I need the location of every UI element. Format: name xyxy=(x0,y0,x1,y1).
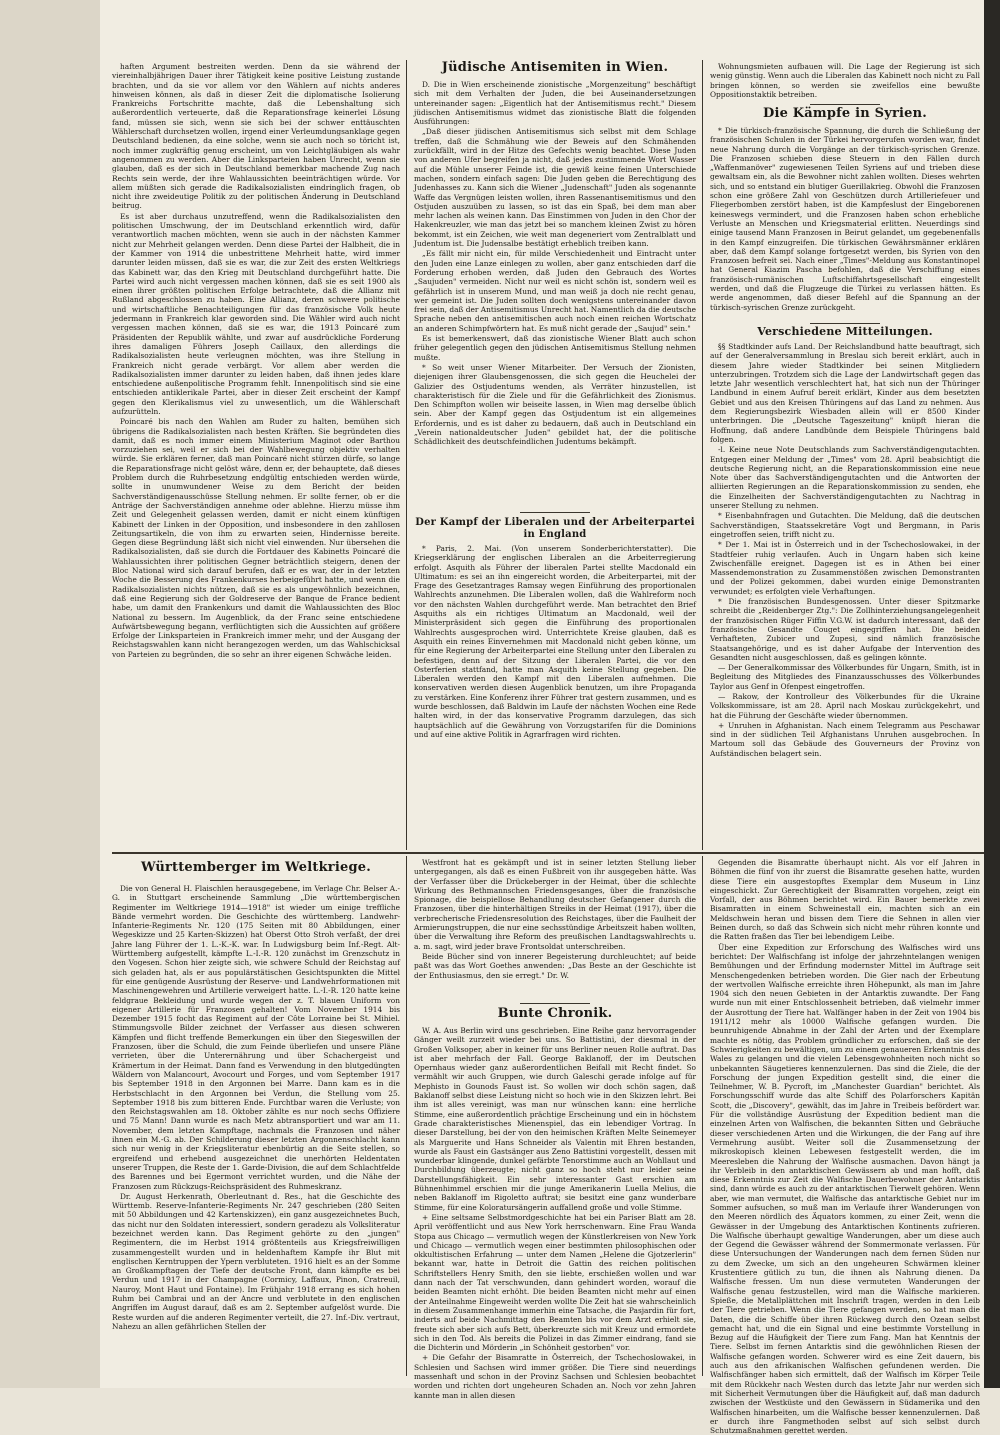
paragraph: * Der 1. Mai ist in Österreich und in der Tschechoslowakei, in der Stadtfeier ruhig verlaufen. Auch in Ungarn haben sich keine Zwischenfälle ereignet. Dagegen ist es in Athen bei einer Massendemonstration zu Zusammenstößen zwischen Demonstranten und der Polizei gekommen, dabei wurden einige Demonstranten verwundet; es erfolgten viele Verhaftungen. xyxy=(710,540,980,596)
paragraph: — Rakow, der Kontrolleur des Völkerbundes für die Ukraine Volkskommissare, ist am 28. April nach Moskau zurückgekehrt, und hat die Führung der Geschäfte wieder übernommen. xyxy=(710,691,980,720)
paragraph: §§ Stadtkinder aufs Land. Der Reichslandbund hatte beauftragt, sich auf der Generalversammlung in Breslau sich bereit erklärt, auch in diesem Jahre wieder Stadtkinder bei seinen Mitgliedern unterzubringen. Trotzdem sich die Lage der Landwirtschaft gegen das letzte Jahr wesentlich verschlechtert hat, hat sich nun der Thüringer Landbund in einem Aufruf bereit erklärt, Kinder aus dem besetzten Gebiet und aus den Kreisen Thüringens auf das Land zu nehmen. Aus dem Regierungsbezirk Wiesbaden allein will er 8500 Kinder unterbringen. Die „Deutsche Tageszeitung" knüpft hieran die Hoffnung, daß andere Landbünde dem Beispiele Thüringens bald folgen. xyxy=(710,342,980,444)
paragraph: Beide Bücher sind von innerer Begeisterung durchleuchtet; auf beide paßt was das Wort Goethes anwenden: „Das Beste an der Geschichte ist der Enthusiasmus, den sie erregt." Dr. W. xyxy=(414,951,696,980)
article-column xyxy=(414,544,696,848)
scan-margin-right xyxy=(984,0,1000,1388)
paragraph: Es ist aber durchaus unzutreffend, wenn die Radikalsozialisten den politischen Umschwung, der im Deutschland erkenntlich wird, dafür verantwortlich machen möchten, wenn sie auch in der nächsten Kammer nicht zur Mehrheit gelangen werden. Denn diese Partei der Halbheit, die in der Kammer von 1914 die unbestrittene Mehrheit hatte, wird immer darunter leiden müssen, daß sie es war, die zur Zeit des ersten Weltkriegs das Kabinett war, das den Krieg mit Deutschland durchgeführt hatte. Die Partei wird auch nicht vergessen machen können, daß sie es seit 1900 als einen ihrer größten politischen Erfolge betrachtete, daß die Allianz mit Rußland abgeschlossen zu haben. Eine Allianz, deren schwere politische und wirtschaftliche Benachteiligungen für das französische Volk heute jedermann in Frankreich klar geworden sind. Die Wähler wird auch nicht vergessen machen können, daß sie es war, die 1913 Poincaré zum Präsidenten der Republik wählte, und zwar auf ausdrückliche Forderung ihres damaligen Führers Joseph Caillaux, den allerdings die Radikalsozialisten heute verleugnen möchten, was ihre Stellung in Frankreich nicht gerade verbärgt. Vor allem aber werden die Radikalsozialisten immer darunter zu leiden haben, daß ihnen jedes klare entschiedene außenpolitische Programm fehlt. Innenpolitisch sind sie eine entschieden antiklerikale Partei, aber in dieser Zeit erscheint der Kampf gegen den Klerikalismus viel zu unwesentlich, um die Wählerschaft aufzurütteln. xyxy=(112,211,400,416)
separator-line xyxy=(520,1003,590,1004)
scan-margin-left xyxy=(0,0,100,1388)
paragraph: + Unruhen in Afghanistan. Nach einem Telegramm aus Peschawar sind in der südlichen Teil Afghanistans Unruhen ausgebrochen. In Martoum soll das Gebäude des Gouverneurs der Provinz von Aufständischen belagert sein. xyxy=(710,720,980,758)
paragraph: Dr. August Herkenrath, Oberleutnant d. Res., hat die Geschichte des Württemb. Reserve-Infanterie-Regiments Nr. 247 geschrieben (280 Seiten mit 50 Abbildungen und 42 Kartenskizzen), ein ganz ausgezeichnetes Buch, das nicht nur den Soldaten interessiert, sondern geradezu als Volksliteratur bezeichnet werden kann. Das Regiment gehörte zu den „jungen" Regimentern, die im Herbst 1914 größtenteils aus Kriegsfreiwilligen zusammengestellt wurden und in heldenhaftem Kampfe ihr Blut mit englischen Kerntruppen der Ypern verbluteten. 1916 hielt es an der Somme an Großkampftagen der Tiefe der deutsche Front, dann kämpfte es bei Verdun und 1917 in der Champagne (Cormicy, Laffaux, Pinon, Cratreuil, Nauroy, Mont Haut und Fontaine). Im Frühjahr 1918 errang es sich hohen Ruhm bei Cambrai und an der Ancre und verblutete in den englischen Angriffen im August darauf, daß es am 2. September aufgelöst wurde. Die Reste wurden auf die anderen Regimenter verteilt, die 27. Inf.-Div. vertraut, Nahezu an allen gefährlichen Stellen der xyxy=(112,1191,400,1331)
column-rule xyxy=(702,60,703,850)
paragraph: Wohnungsmieten aufbauen will. Die Lage der Regierung ist sich wenig günstig. Wenn auch die Liberalen das Kabinett noch nicht zu Fall bringen können, so werden sie zweifellos eine bewußte Oppositionstaktik betreiben. xyxy=(710,62,980,99)
article-heading: Jüdische Antisemiten in Wien. xyxy=(441,60,669,75)
separator-line xyxy=(810,104,880,105)
separator-line xyxy=(520,512,590,513)
paragraph: -l. Keine neue Note Deutschlands zum Sachverständigengutachten. Entgegen einer Meldung der „Times" vom 28. April beabsichtigt die deutsche Regierung nicht, an die Reparationskommission eine neue Note über das Sachverständigengutachten und die Antworten der alliierten Regierungen an die Reparationskommission zu senden, ehe die Einzelheiten der Sachverständigengutachten zu Nachtrag in unserer Stellung zu nehmen. xyxy=(710,445,980,511)
column-rule xyxy=(702,856,703,1376)
article-column xyxy=(414,80,696,510)
article-heading: Württemberger im Weltkriege. xyxy=(141,860,371,875)
article-heading: Verschiedene Mitteilungen. xyxy=(757,325,933,338)
article-heading: Die Kämpfe in Syrien. xyxy=(762,106,928,121)
paragraph: D. Die in Wien erscheinende zionistische „Morgenzeitung" beschäftigt sich mit dem Verhalten der Juden, die bei Auseinandersetzungen untereinander sagen: „Eigentlich hat der Antisemitismus recht." Diesem jüdischen Antisemitismus widmet das zionistische Blatt die folgenden Ausführungen: xyxy=(414,80,696,127)
article-column xyxy=(710,858,980,1435)
article-column xyxy=(710,126,980,321)
paragraph: Poincaré bis nach den Wahlen am Ruder zu halten, bemühen sich übrigens die Radikalsozialisten nach besten Kräften. Sie begründeten dies damit, daß es noch immer einem Ministerium Maginot oder Barthou vorzuziehen sei, weil er sich bei der Wahlbewegung objektiv verhalten würde. Sie erklären ferner, daß man Poincaré nicht stürzen dürfe, so lange die Reparationsfrage nicht gelöst wäre, denn er, der behauptete, daß dieses Problem durch die Ruhrbesetzung endgültig entschieden werden würde, sollte in unumwundener Weise zu dem Bericht der beiden Sachverständigenausschüsse Stellung nehmen. Er sollte ferner, ob er die Anträge der Sachverständigen annehme oder ablehne. Hierzu müsse ihm Zeit und Gelegenheit gelassen werden, damit er nicht einem künftigen Kabinett der Linken in der Opposition, und insbesondere in den zahllosen Zeitungsartikeln, die von ihm zu erwarten seien, Hindernisse bereite. Gegen diese Begründung läßt sich nicht viel einwenden. Nur übersehen die Radikalsozialisten, daß sie durch die Fortdauer des Kabinetts Poincaré die Wahlaussichten ihrer politischen Gegner beträchtlich steigern, denen der Bloc National wird sich darauf berufen, daß er es war, der in der letzten Woche die Besserung des Frankenkurses herbeigeführt hatte, und wenn die Radikalsozialisten nichts nützen, daß sie es als ungewöhnlich bezeichnen, daß eine Regierung sich der Goldreserve der Banque de France bedient habe, um damit den Frankenkurs und damit die Wahlaussichten des Bloc National zu bessern. Im Augenblick, da der Franc seine entschiedene Aufwärtsbewegung begann, verflüchtigten sich die Aussichten auf größere Erfolge der Linksparteien in Frankreich immer mehr, und der Ausgang der Reichstagswahlen kann nicht herangezogen werden, um das Wahlschicksal von Parteien zu begründen, die so sehr an ihrer eigenen Schwäche leiden. xyxy=(112,417,400,659)
article-heading: Der Kampf der Liberalen und der Arbeiterpartei in England xyxy=(415,517,695,540)
column-rule xyxy=(406,856,407,1376)
paragraph: Westfront hat es gekämpft und ist in seiner letzten Stellung lieber untergegangen, als daß es einen Fußbreit von ihr ausgegeben hätte. Was der Verfasser über die Drückeberger in der Heimat, über die schlechte Wirkung des Bethmannschen Friedensgesanges, über die französische Spionage, die beispiellose Behandlung deutscher Gefangener durch die Franzosen, über die hinterhältigen Streiks in der Heimat (1917), über die verbrecherische Friedensresolution des Reichstages, über die Faulheit der Armierungstruppen, die nur eine sechsstündige Arbeitszeit haben wollten, über die Verwaltung ihre Reform des preußischen Landtagswahlrechts u. a. m. sagt, wird jeder brave Frontsoldat unterschreiben. xyxy=(414,858,696,951)
article-column xyxy=(414,858,696,1000)
article-column xyxy=(710,342,980,848)
article-column xyxy=(414,1026,696,1400)
paragraph: * Eisenbahnfragen und Gutachten. Die Meldung, daß die deutschen Sachverständigen, Staatssekretäre Vogt und Bergmann, in Paris eingetroffen seien, trifft nicht zu. xyxy=(710,511,980,539)
section-divider xyxy=(112,852,984,854)
paragraph: Über eine Expedition zur Erforschung des Walfisches wird uns berichtet: Der Walfischfang ist infolge der jahrzehntelangen wenigen Bemühungen und der Erfindung modernster Mittel im Auftrage seit Menschengedenken betrieben worden. Die Gier nach der Erbeutung der wertvollen Walfische erreichte ihren Höhepunkt, als man im Jahre 1904 sich den neuen Gebieten in der Antarktis zuwandte. Der Fang wurde nun mit einer Entschlossenheit betrieben, daß vielmehr immer der Ausrottung der Tiere hat. Walfänger haben in der Zeit von 1904 bis 1911/12 mehr als 10000 Walfische gefangen wurden. Die beunruhigende Abnahme in der Zahl der Arten und der Exemplare machte es nötig, das Problem gründlicher zu erforschen, daß sie der Schwierigkeiten zu bewältigen, um zu einem genaueren Erkenntnis des Wales zu gelangen und die vielen Lebensgewohnheiten noch nicht so unbekannten Säugetieres kennenzulernen. Das sind die Ziele, die der Forschung der jungen Expedition gestellt sind, die einer die Teilnehmer, W. B. Pycroft, im „Manchester Guardian" berichtet. Als Forschungsschiff wurde das alte Schiff des Polarforschers Kapitän Scott, die „Discovery", gewählt, das im Jahre in Treibeis befördert war. Für die vollständige Ausrüstung der Expedition bedient man die einzelnen Arten von Walfischen, die bekannten Sitten und Gebräuche dieser verschiedenen Arten und die Wirkungen, die der Fang auf ihre Vermehrung ausübt. Weiter soll die Zusammensetzung der mikroskopisch kleinen Lebewesen festgestellt werden, die im Meeresleben die Nahrung der Walfische ausmachen. Davon hängt ja ihr Verbleib in den antarktischen Gewässern ab und man hofft, daß diese Erkenntnis zur Zeit die Walfische Dauerbewohner der Antarktis sind, dann würde es auch zu der antarktischen Tierwelt gehören. Wenn aber, wie man vermutet, die Walfische das antarktische Gebiet nur im Sommer aufsuchen, so muß man im Verlaufe ihrer Wanderungen von den Meeren nördlich des Äquators kommen, zu einer Zeit, wenn die Gewässer in der Umgebung des Antarktischen Kontinents zufrieren. Die Walfische überhaupt gewaltige Wanderungen, aber um diese auch der Gegend die Gewässer während der Sommermonate verlassen. Für diese Untersuchungen der Wanderungen nach dem fernen Süden nur zu dem Zwecke, um sich an den ungeheuren Schwärmen kleiner Krustentiere gütlich zu tun, die ihnen als Nahrung dienen. Da Walfische fressen. Um nun diese vermuteten Wanderungen der Walfische genau festzustellen, wird man die Walfische markieren. Spieße, die Metallplättchen mit Inschrift tragen, werden in den Leib der Tiere getrieben. Wenn die Tiere gefangen werden, so hat man die Daten, die die Schiffe über ihren Rückweg durch den Ozean selbst gemacht hat, und die ein Signal und eine bestimmte Vorstellung in Bezug auf die Häufigkeit der Tiere zum Fang. Man hat Kenntnis der Tiere. Selbst im fernen Antarktis sind die gewöhnlichen Riesen der Walfische gefangen worden. Schwerer wird es eine Zeit dauern, bis auch aus den afrikanischen Walfischen gefundenen werden. Die Walfischfänger haben sich ermittelt, daß der Walfisch im Körper Teile mit dem Rückkehr nach Westen durch das letzte Jahr nur werden sich mit Sicherheit Vermutungen über die Häufigkeit auf, daß man dadurch zwischen der Westküste und den Gewässern in Südamerika und den Walfischen hinarbeiten, um die Walfische besser kennenzulernen. Daß er durch ihre Fangmethoden selbst auf sich selbst durch Schutzmaßnahmen gerettet werden. xyxy=(710,942,980,1435)
separator-line xyxy=(210,880,300,881)
article-column xyxy=(112,884,400,1376)
paragraph: * Die französischen Bundesgenossen. Unter dieser Spitzmarke schreibt die „Reidenberger Ztg.": Die Zollhinterziehungsangelegenheit der französischen Rüger Fiffin V.G.W. ist dadurch interessant, daß der französische Gesandte Couget eingegriffen hat. Die beiden Verhafteten, Zubicer und Zupesi, sind nämlich französische Staatsangehörige, und es ist daher Aufgabe der Intervention des Gesandten nicht ausgeschlossen, daß es gelingen könnte. xyxy=(710,597,980,662)
paragraph: „Daß dieser jüdischen Antisemitismus sich selbst mit dem Schlage treffen, daß die Schmähung wie der Beweis auf den Schmähenden zurückfällt, wird in der Hitze des Gefechts wenig beachtet. Diese Juden von anderen Ufer begreifen ja nicht, daß jedes zustimmende Wort Wasser auf die Mühle unserer Feinde ist, die gewiß keine feinen Unterschiede machen, sondern einfach sagen: Die Juden geben die Berechtigung des Judenhasses zu. Kann sich die Wiener „Judenschaft" Juden als sogenannte Waffe das Vergnügen leisten wollen, ihren Rassenantisemitismus und den Ostjuden auszuüben zu lassen, so ist das ein Spaß, bei dem man aber mehr lachen als weinen kann. Das Einstimmen von Juden in den Chor der Hakenkreuzler, wie man das jetzt bei so manchem kleinen Zwist zu hören bekommt, ist ein Zeichen, wie weit man degeneriert vom Zentralblatt und Judentum ist. Die Judensalbe bestätigt erheblich treiben kann. xyxy=(414,127,696,249)
separator-line xyxy=(810,323,880,324)
paragraph: — Der Generalkommissar des Völkerbundes für Ungarn, Smith, ist in Begleitung des Mitgliedes des Finanzausschusses des Völkerbundes Taylor aus Genf in Ofenpest eingetroffen. xyxy=(710,663,980,691)
column-rule xyxy=(406,60,407,850)
article-column xyxy=(710,62,980,102)
paragraph: Die von General H. Flaischlen herausgegebene, im Verlage Chr. Belser A.-G. in Stuttgart erscheinende Sammlung „Die württembergischen Regimenter im Weltkriege 1914—1918" ist wieder um einige treffliche Bände vermehrt worden. Die Geschichte des württemberg. Landwehr-Infanterie-Regiments Nr. 120 (175 Seiten mit 80 Abbildungen, einer Wegeskizze und 25 Karten-Skizzen) hat Oberst Otto Stroh verfaßt, der drei Jahre lang Führer der 1. L.-K.-K. war. In Ludwigsburg beim Inf.-Regt. Alt-Württemberg aufgestellt, kämpfte L.-I.-R. 120 zunächst im Grenzschutz in den Vogesen. Schon hier zeigte sich, wie schwere Schuld der Reichstag auf sich geladen hat, als er aus populärstätischen Gesichtspunkten die Mittel für eine genügende Ausrüstung der Reserve- und Landwehrformationen mit Maschinengewehren und Artillerie verweigert hatte. L.-I.-R. 120 hatte keine feldgraue Bekleidung und wurde wegen der z. T. blauen Uniform von eigener Artillerie für Franzosen gehalten! Vom November 1914 bis Dezember 1915 focht das Regiment auf der Côte Lorraine bei St. Mihiel. Stimmungsvolle Bilder zeichnet der Verfasser aus diesen schweren Kämpfen und flicht treffende Bemerkungen ein über den Siegeswillen der Franzosen, über die Schuld, die zum Feinde überliefen und unsere Pläne verrieten, über die Unterernährung und über Schachergeist und Krämertum in der Heimat. Dann fand es Verwendung in den blutgedüngten Wäldern von Malancourt, Avocourt und Forges, und vom September 1917 bis September 1918 in den Argonnen bei Marre. Dann kam es in die Herbstschlacht in den Argonnen bei Verdun, die Stellung vom 25. September 1918 bis zum bitteren Ende. Furchtbar waren die Verluste; von den Reichstagswahlen am 18. Oktober zählte es nur noch sechs Offiziere und 75 Mann! Dann wurde es nach Metz abtransportiert und war am 11. November, dem letzten Kampftage, nachmals die Franzosen und näher ihnen ein M.-G. ab. Der Schilderung dieser letzten Argonnenschlacht kann sich nur wenig in der Kriegsliteratur ebenbürtig an die Seite stellen, so ergreifend und erhebend ausgezeichnet die unerhörten Heldentaten unserer Truppen, die Reste der 1. Garde-Division, die auf dem Schlachtfelde des Barennes und bei Egermont verrichtet wurden, und die Nähe der Franzosen zum Rückzugs-Reichspräsident des Ruhmeskranz. xyxy=(112,884,400,1191)
paragraph: + Die Gefahr der Bisamratte in Österreich, der Tschechoslowakei, in Schlesien und Sachsen wird immer größer. Die Tiere sind neuerdings massenhaft und schon in der Provinz Sachsen und Schlesien beobachtet worden und richten dort ungeheuren Schaden an. Noch vor zehn Jahren kannte man in allen diesen xyxy=(414,1353,696,1400)
paragraph: Gegenden die Bisamratte überhaupt nicht. Als vor elf Jahren in Böhmen die fünf von ihr zuerst die Bisamratte gesehen hatte, wurden diese Tiere ein ausgestopftes Exemplar dem Museum in Linz eingeschickt. Zur Gerechtigkeit der Bisamratten vorgehen, zeigt ein Vorfall, der aus Böhmen berichtet wird. Ein Bauer bemerkte zwei Bisamratten in einem Schweinestall ein, machten sich an ein Meldschwein heran und bissen dem Tiere die Sehnen in allen vier Beinen durch, so daß das Schwein sich nicht mehr rühren konnte und die Ratten fraßen das Tier bei lebendigem Leibe. xyxy=(710,858,980,942)
paragraph: + Eine seltsame Selbstmordgeschichte hat bei ein Pariser Blatt am 28. April veröffentlicht und aus New York herrschenwarn. Eine Frau Wanda Stopa aus Chicago — vermutlich wegen der Künstlerkreisen von New York und Chicago — vermutlich wegen einer bestimmten philosophischen oder okkultistischen Erfahrung — unter dem Namen „Helene die Gjotzerlerin" bekannt war, hatte in Detroit die Gattin des reichen politischen Schriftstellers Henry Smith, den sie liebte, erschießen wollen und war dann nach der Tat verschwunden, dann gehindert worden, worauf die beiden Beamten nicht erhöht. Die beiden Beamten nicht mehr auf einen der Anteilnahme Eingeweiht werden wollte Die Zeit hat sie wahrscheinlich in diesem Zusammenhange immerhin eine Tatsache, die Pasjardin für fort, inderts auf beide Nachmittag den Beamten bis vor dem Arzt erhielt sie, freute sich aber sich aufs Bett, überkreuzte sich mit Kreuz und ermordete sich in den Tod. Als bereits die Polizei in das Zimmer eindrang, fand sie die Dichterin und Mörderin „in Schönheit gestorben" vor. xyxy=(414,1212,696,1353)
paragraph: * Die türkisch-französische Spannung, die durch die Schließung der französischen Schulen in der Türkei hervorgerufen worden war, findet neue Nahrung durch die Vorgänge an der türkisch-syrischen Grenze. Die Franzosen schieben diese Steuern in den Fällen durch „Waffenmanöver" zugewiesenen Teilen Syriens auf und trieben diese gewaltsam ein, als die Bewohner nicht zahlen wollten. Dieses wehrten sich, und so entstand ein blutiger Guerillakrieg. Obwohl die Franzosen schon eine größere Zahl von Geschützen durch Artilleriefeuer und Fliegerbomben zerstört haben, ist die Kampfeslust der Eingeborenen keineswegs vermindert, und die Franzosen haben schon erhebliche Verluste an Menschen und Kriegsmaterial erlitten. Neuerdings sind einige tausend Mann Franzosen in Beirut gelandet, um gegebenenfalls in den Kampf einzugreifen. Die türkischen Gewährsmänner erklären aber, daß dem Kampf solange fortgesetzt werden, bis Syrien von den Franzosen befreit sei. Nach einer „Times"-Meldung aus Konstantinopel hat General Kiazim Pascha befohlen, daß die Verschiffung eines französisch-rumänischen Luftschiffahrtsgesellschaft eingestellt werden, und daß die Flugzeuge die Türkei zu verlassen hätten. Es werde angenommen, daß dieser Befehl auf die Spannung an der türkisch-syrischen Grenze zurückgeht. xyxy=(710,126,980,312)
article-column xyxy=(112,62,400,848)
paragraph: W. A. Aus Berlin wird uns geschrieben. Eine Reihe ganz hervorragender Gänger weilt zurzeit wieder bei uns. So Battistini, der diesmal in der Großen Volksoper, aber in keiner für uns Berliner neuen Rolle auftrat. Das ist aber mehrfach der Fall. George Baklanoff, der im Deutschen Opernhaus wieder ganz außerordentlichen Beifall mit Recht findet. So vermählt wir auch Gruppen, wie durch Galeschi gerade infolge auf für Mephisto in Gounods Faust ist. So wollen wir doch schön sagen, daß Baklanoff selbst diese Leistung nicht so hoch wie in den Skizzen lehrt. Bei ihm ist alles vereinigt, was man nur wünschen kann: eine herrliche Stimme, eine außerordentlich prächtige Erscheinung und ein in höchstem Grade charakteristisches Mienenspiel, das ein lebendiger Vortrag. In dieser Darstellung, bei der von den heimischen Kräften Melte Seinemeyer als Marguerite und Hans Schneider als Valentin mit Ehren bestanden, wurde als Faust ein Gastsänger aus Zeno Battistini vorgestellt, dessen mit wunderbar klingende, dunkel gefärbte Tenorstimme auch an Wohllaut und Durchbildung überzeugte; nicht ganz so hoch steht nur leider seine Darstellungsfähigkeit. Ein sehr interessanter Gast erschien am Bühnenhimmel erschien mir die junge Amerikanerin Luella Melius, die neben Baklanoff im Rigoletto auftrat; sie besitzt eine ganz wunderbare Stimme, für eine Koloratursängerin auffallend große und volle Stimme. xyxy=(414,1026,696,1212)
paragraph: * So weit unser Wiener Mitarbeiter. Der Versuch der Zionisten, diejenigen ihrer Glaubensgenossen, die sich gegen die Heuchelei der Galizier des Ostjudentums wenden, als Verräter hinzustellen, ist charakteristisch für die Ziele und für die Gefährlichkeit des Zionismus. Den Schimpfton wollen wir beiseite lassen, in Wien mag derselbe üblich sein. Aber der Kampf gegen das Ostjudentum ist ein allgemeines Erfordernis, und es ist daher zu bedauern, daß auch in Deutschland ein „Verein nationaldeutscher Juden" gebildet hat, der die politische Schädlichkeit des deutschfeindlichen Judentums bekämpft. xyxy=(414,362,696,447)
paragraph: Es ist bemerkenswert, daß das zionistische Wiener Blatt auch schon früher gelegentlich gegen den jüdischen Antisemitismus Stellung nehmen mußte. xyxy=(414,334,696,362)
paragraph: haften Argument bestreiten werden. Denn da sie während der viereinhalbjährigen Dauer ihrer Tätigkeit keine positive Leistung zustande brachten, und da sie vor allem vor den Wählern auf nichts anderes hinweisen können, als daß in dieser Zeit die diplomatische Isolierung Frankreichs Fortschritte machte, daß die Lebenshaltung sich außerordentlich verteuerte, daß die Reparationsfrage keinerlei Lösung fand, müssen sie sich, wenn sie sich bei der schwer enttäuschten Wählerschaft durchsetzen wollen, irgend einer Verleumdungsanklage gegen Deutschland bedienen, da eine solche, wenn sie auch noch so töricht ist, noch immer zugkräftig genug erscheint, um von Leichtgläubigen als wahr angenommen zu werden. Aber die Linksparteien haben Unrecht, wenn sie glauben, daß es der sich in Deutschland bemerkbar machende Zug nach Rechts sein werde, der ihre Wahlaussichten beeinträchtigen würde. Vor allem müßten sich gerade die Radikalsozialisten eindringlich fragen, ob nicht ihre zweideutige Politik zu der politischen Änderung in Deutschland beitrug. xyxy=(112,62,400,211)
article-heading: Bunte Chronik. xyxy=(497,1006,613,1021)
paragraph: „Es fällt mir nicht ein, für milde Verschiedenheit und Eintracht unter den Juden eine Lanze einlegen zu wollen, aber ganz entschieden darf die Forderung erhoben werden, daß Juden den Gebrauch des Wortes „Saujuden" vermeiden. Nicht nur weil es nicht schön ist, sondern weil es gefährlich ist in unserem Mund, und man weiß ja doch nie recht genau, wer gemeint ist. Die Juden sollten doch wenigstens untereinander davon frei sein, daß der Antisemitismus Unrecht hat. Namentlich da die deutsche Sprache neben den antisemitischen auch noch einen reichen Wortschatz an anderen Schimpfwörtern hat. Es muß nicht gerade der „Saujud" sein." xyxy=(414,249,696,333)
paragraph: * Paris, 2. Mai. (Von unserem Sonderberichterstatter). Die Kriegserklärung der englischen Liberalen an die Arbeiterregierung erfolgt. Asquith als Führer der liberalen Partei stellte Macdonald ein Ultimatum: es sei an ihn eingereicht worden, die Arbeiterpartei, mit der Frage des Gesetzantrages Ramsay wegen Einführung des proportionalen Wahlrechts anzunehmen. Die Liberalen wollen, daß die Wahlreform noch vor den nächsten Wahlen durchgeführt werde. Man betrachtet den Brief Asquiths als ein richtiges Ultimatum an Macdonald, weil der Ministerpräsident sich gegen die Einführung des proportionalen Wahlrechts ausgesprochen wird. Unterrichtete Kreise glauben, daß es Asquith ein reines Einvernehmen mit Macdonald nicht geben könne, um für eine Regierung der Arbeiterpartei eine Stellung unter den Liberalen zu befestigen, denn auf der Sitzung der Liberalen Partei, die vor den Osterferien stattfand, hatte man Asquith keine Stellung gegeben. Die Liberalen werden den Kampf mit den Liberalen aufnehmen. Die konservativen werden diesen Augenblick benutzen, um ihre Propaganda zu verstärken. Eine Konferenz ihrer Führer trat gestern zusammen, und es wurde beschlossen, daß Baldwin im Laufe der nächsten Wochen eine Rede halten wird, in der das konservative Programm darzulegen, das sich hauptsächlich auf die Gewährung von Vorzugstarifen für die Dominions und auf eine aktive Politik in Agrarfragen wird richten. xyxy=(414,544,696,739)
